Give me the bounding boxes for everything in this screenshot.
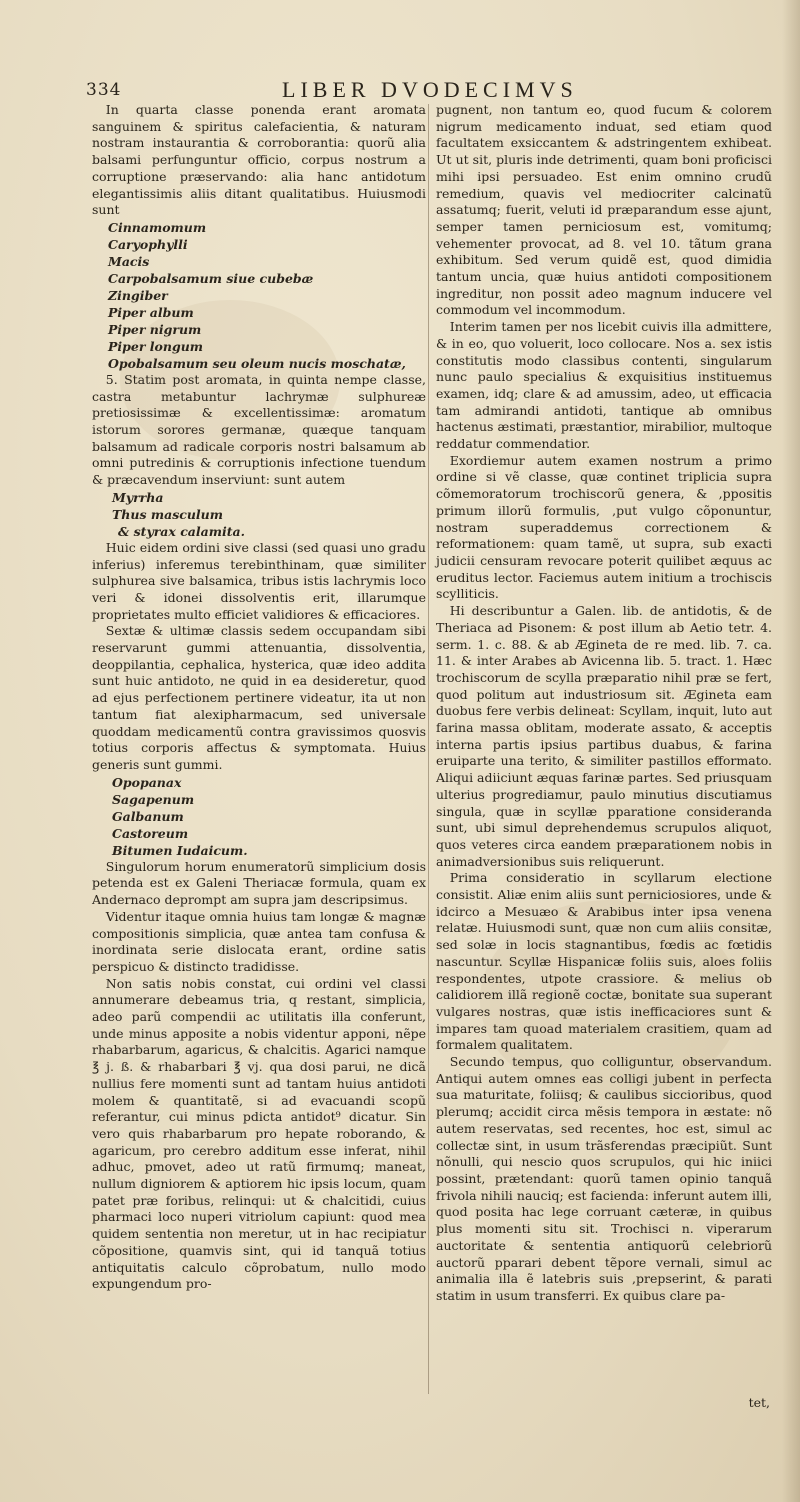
page-number: 334 xyxy=(86,80,122,100)
ingredient-list xyxy=(92,219,426,372)
paragraph: Hi describuntur a Galen. lib. de antidotis, & de Theriaca ad Pisonem: & post illum ab Aetio tetr. 4. serm. 1. c. 88. & ab Ægineta de re med. lib. 7. ca. 11. & inter Arabes ab Avicenna lib. 5. tract. 1. Hæc trochiscorum de scylla præparatio nihil præ se fert, quod politum aut industriosum sit. Ægineta eam duobus fere verbis delineat: Scyllam, inquit, luto aut farina massa oblitam, moderate assato, & acceptis interna partis ipsius partibus duabus, & farina eruiparte una terito, & similiter pastillos efformato. Aliqui adiiciunt æquas farinæ partes. Sed priusquam ulterius progrediamur, paulo minutius discutiamus singula, quæ in scyllæ pparatione consideranda sunt, ubi simul deprehendemus scrupulos aliquot, quos veteres circa eandem præparationem nobis in animadversionibus suis reliquerunt. xyxy=(436,603,773,869)
list-item: Thus masculum xyxy=(112,506,223,522)
paragraph: Videntur itaque omnia huius tam longæ & magnæ compositionis simplicia, quæ antea tam confusa & inordinata serie dislocata erant, ordine satis perspicuo & distincto tradidisse. xyxy=(92,908,426,974)
catchword: tet, xyxy=(748,1395,770,1410)
paragraph: In quarta classe ponenda erant aromata sanguinem & spiritus calefacientia, & naturam nostram instaurantia & corroborantia: quorũ alia balsami perfunguntur officio, corpus nostrum a corruptione præservando: alia hanc antidotum elegantissimis aliis ditant qualitatibus. Huiusmodi sunt xyxy=(92,102,426,218)
list-item: Opobalsamum seu oleum nucis moschatæ, xyxy=(108,355,406,371)
list-item: Macis xyxy=(108,253,150,269)
running-title: LIBER DVODECIMVS xyxy=(282,77,578,102)
list-item: Galbanum xyxy=(112,808,184,824)
list-item: Carpobalsamum siue cubebæ xyxy=(108,270,314,286)
ingredient-list xyxy=(92,489,426,540)
paragraph: Non satis nobis constat, cui ordini vel classi annumerare debeamus tria, q restant, simplicia, adeo parũ compendii ac utilitatis illa conferunt, unde minus apposite a nobis videntur apponi, nẽpe rhabarbarum, agaricus, & chalcitis. Agarici namque ℥ j. ß. & rhabarbari ℥ vj. qua dosi parui, ne dicã nullius fere momenti sunt ad tantam huius antidoti molem & quantitatẽ, si ad evacuandi scopũ referantur, cui minus pdicta antidot⁹ dicatur. Sin vero quis rhabarbarum pro hepate roborando, & agaricum, pro cerebro additum esse inferat, nihil adhuc, pmovet, adeo ut ratũ firmumq; maneat, nullum digniorem & aptiorem hic ipsis locum, quam patet præ foribus, relinqui: ut & chalcitidi, cuius pharmaci loco nuperi vitriolum capiunt: quod mea quidem sententia non meretur, ut in hac recipiatur cõpositione, quamvis sint, qui id tanquã totius antiquitatis calculo cõprobatum, nullo modo expungendum pro- xyxy=(92,975,426,1292)
left-column xyxy=(92,102,426,1293)
right-column xyxy=(436,102,772,1305)
paragraph: Sextæ & ultimæ classis sedem occupandam sibi reservarunt gummi attenuantia, dissolventia, deoppilantia, cephalica, hysterica, quæ ideo addita sunt huic antidoto, ne quid in ea desideretur, quod ad ejus perfectionem pertinere videatur, ita ut non tantum fiat alexipharmacum, sed universale quoddam medicamentũ contra gravissimos quosvis totius corporis affectus & symptomata. Huius generis sunt gummi. xyxy=(92,623,426,772)
list-item: Castoreum xyxy=(112,825,189,841)
list-item: Zingiber xyxy=(108,287,168,303)
paragraph: Singulorum horum enumeratorũ simplicium dosis petenda est ex Galeni Theriacæ formula, quam ex Andernaco deprompt am supra jam descripsimus. xyxy=(92,858,426,908)
list-item: Opopanax xyxy=(112,774,182,790)
paragraph: Secundo tempus, quo colliguntur, observandum. Antiqui autem omnes eas colligi jubent in perfecta sua maturitate, foliisq; & caulibus siccioribus, quod plerumq; accidit circa mẽsis tempora in æstate: nõ autem reservatas, sed recentes, hoc est, simul ac collectæ sint, in usum trãsferendas præcipiũt. Sunt nõnulli, qui nescio quos scrupulos, qui hic iniici possint, prætendant: quorũ tamen opinio tanquã frivola nihili nauciq; est facienda: inferunt autem illi, quod posita hac lege corruant cæteræ, in quibus plus momenti situ sit. Trochisci n. viperarum auctoritate & sententia antiquorũ celebriorũ auctorũ pparari debent tẽpore vernali, simul ac animalia illa ẽ latebris suis ,prepserint, & parati statim in usum transferri. Ex quibus clare pa- xyxy=(436,1054,772,1303)
page-edge-shadow xyxy=(782,0,800,1502)
paragraph: Huic eidem ordini sive classi (sed quasi uno gradu inferius) inferemus terebinthinam, quæ similiter sulphurea sive balsamica, tribus istis lachrymis loco veri & idonei dissolventis erit, illarumque proprietates multo efficiet validiores & efficaciores. xyxy=(92,539,426,622)
list-item: Piper longum xyxy=(108,338,204,354)
paragraph: Interim tamen per nos licebit cuivis illa admittere, & in eo, quo voluerit, loco collocare. Nos a. sex istis constitutis modo classibus contenti, singularum nunc paulo specialius & exquisitius instituemus examen, idq; clare & ad amussim, adeo, ut efficacia tam admirandi antidoti, tantique ab omnibus hactenus æstimati, præstantior, mirabilior, multoque reddatur commendatior. xyxy=(436,319,772,452)
list-item: Piper album xyxy=(108,304,194,320)
list-item: Bitumen Iudaicum. xyxy=(112,842,248,858)
column-rule xyxy=(428,104,429,1394)
list-item: Piper nigrum xyxy=(108,321,202,337)
paragraph: 5. Statim post aromata, in quinta nempe classe, castra metabuntur lachrymæ sulphureæ pretiosissimæ & excellentissimæ: aromatum istorum sorores germanæ, quæque tanquam balsamum ad radicale corporis nostri balsamum ab omni putredinis & corruptionis infectione tuendum & præcavendum inserviunt: sunt autem xyxy=(92,371,426,488)
paragraph: Prima consideratio in scyllarum electione consistit. Aliæ enim aliis sunt perniciosiores, unde & idcirco a Mesuæo & Arabibus inter ipsa venena relatæ. Huiusmodi sunt, quæ non cum aliis consitæ, sed solæ in locis stagnantibus, fœdis ac fœtidis nascuntur. Scyllæ Hispanicæ foliis suis, aloes foliis respondentes, utpote crassiore. & melius ob calidiorem illã regionẽ coctæ, bonitate sua superant vulgares nostras, quæ istis inefficaciores sunt & impares tam quoad materialem crasitiem, quam ad formalem qualitatem. xyxy=(436,870,772,1053)
paragraph: pugnent, non tantum eo, quod fucum & colorem nigrum medicamento induat, sed etiam quod facultatem exsiccantem & adstringentem exhibeat. Ut ut sit, pluris inde detrimenti, quam boni proficisci mihi ipsi persuadeo. Est enim omnino crudũ remedium, quavis vel mediocriter calcinatũ assatumq; fuerit, veluti id præparandum esse ajunt, semper tamen perniciosum est, vomitumq; vehementer provocat, ad 8. vel 10. tãtum grana exhibitum. Sed verum quidẽ est, quod dimidia tantum uncia, quæ huius antidoti compositionem ingreditur, non possit adeo magnum inducere vel commodum vel incommodum. xyxy=(436,102,772,318)
list-item: Sagapenum xyxy=(112,791,195,807)
ingredient-list xyxy=(92,774,426,859)
paragraph: Exordiemur autem examen nostrum a primo ordine si vẽ classe, quæ continet triplicia supra cõmemoratorum trochiscorũ genera, & ,ppositis primum illorũ formulis, ,put vulgo cõponuntur, nostram superaddemus correctionem & reformationem: quam tamẽ, ut supra, sub exacti judicii censuram revocare poterit quilibet æquus ac eruditus lector. Faciemus autem initium a trochiscis scylliticis. xyxy=(436,452,772,602)
list-item: Caryophylli xyxy=(108,236,188,252)
list-item: Cinnamomum xyxy=(108,219,207,235)
list-item: & styrax calamita. xyxy=(118,523,245,539)
list-item: Myrrha xyxy=(112,489,164,505)
